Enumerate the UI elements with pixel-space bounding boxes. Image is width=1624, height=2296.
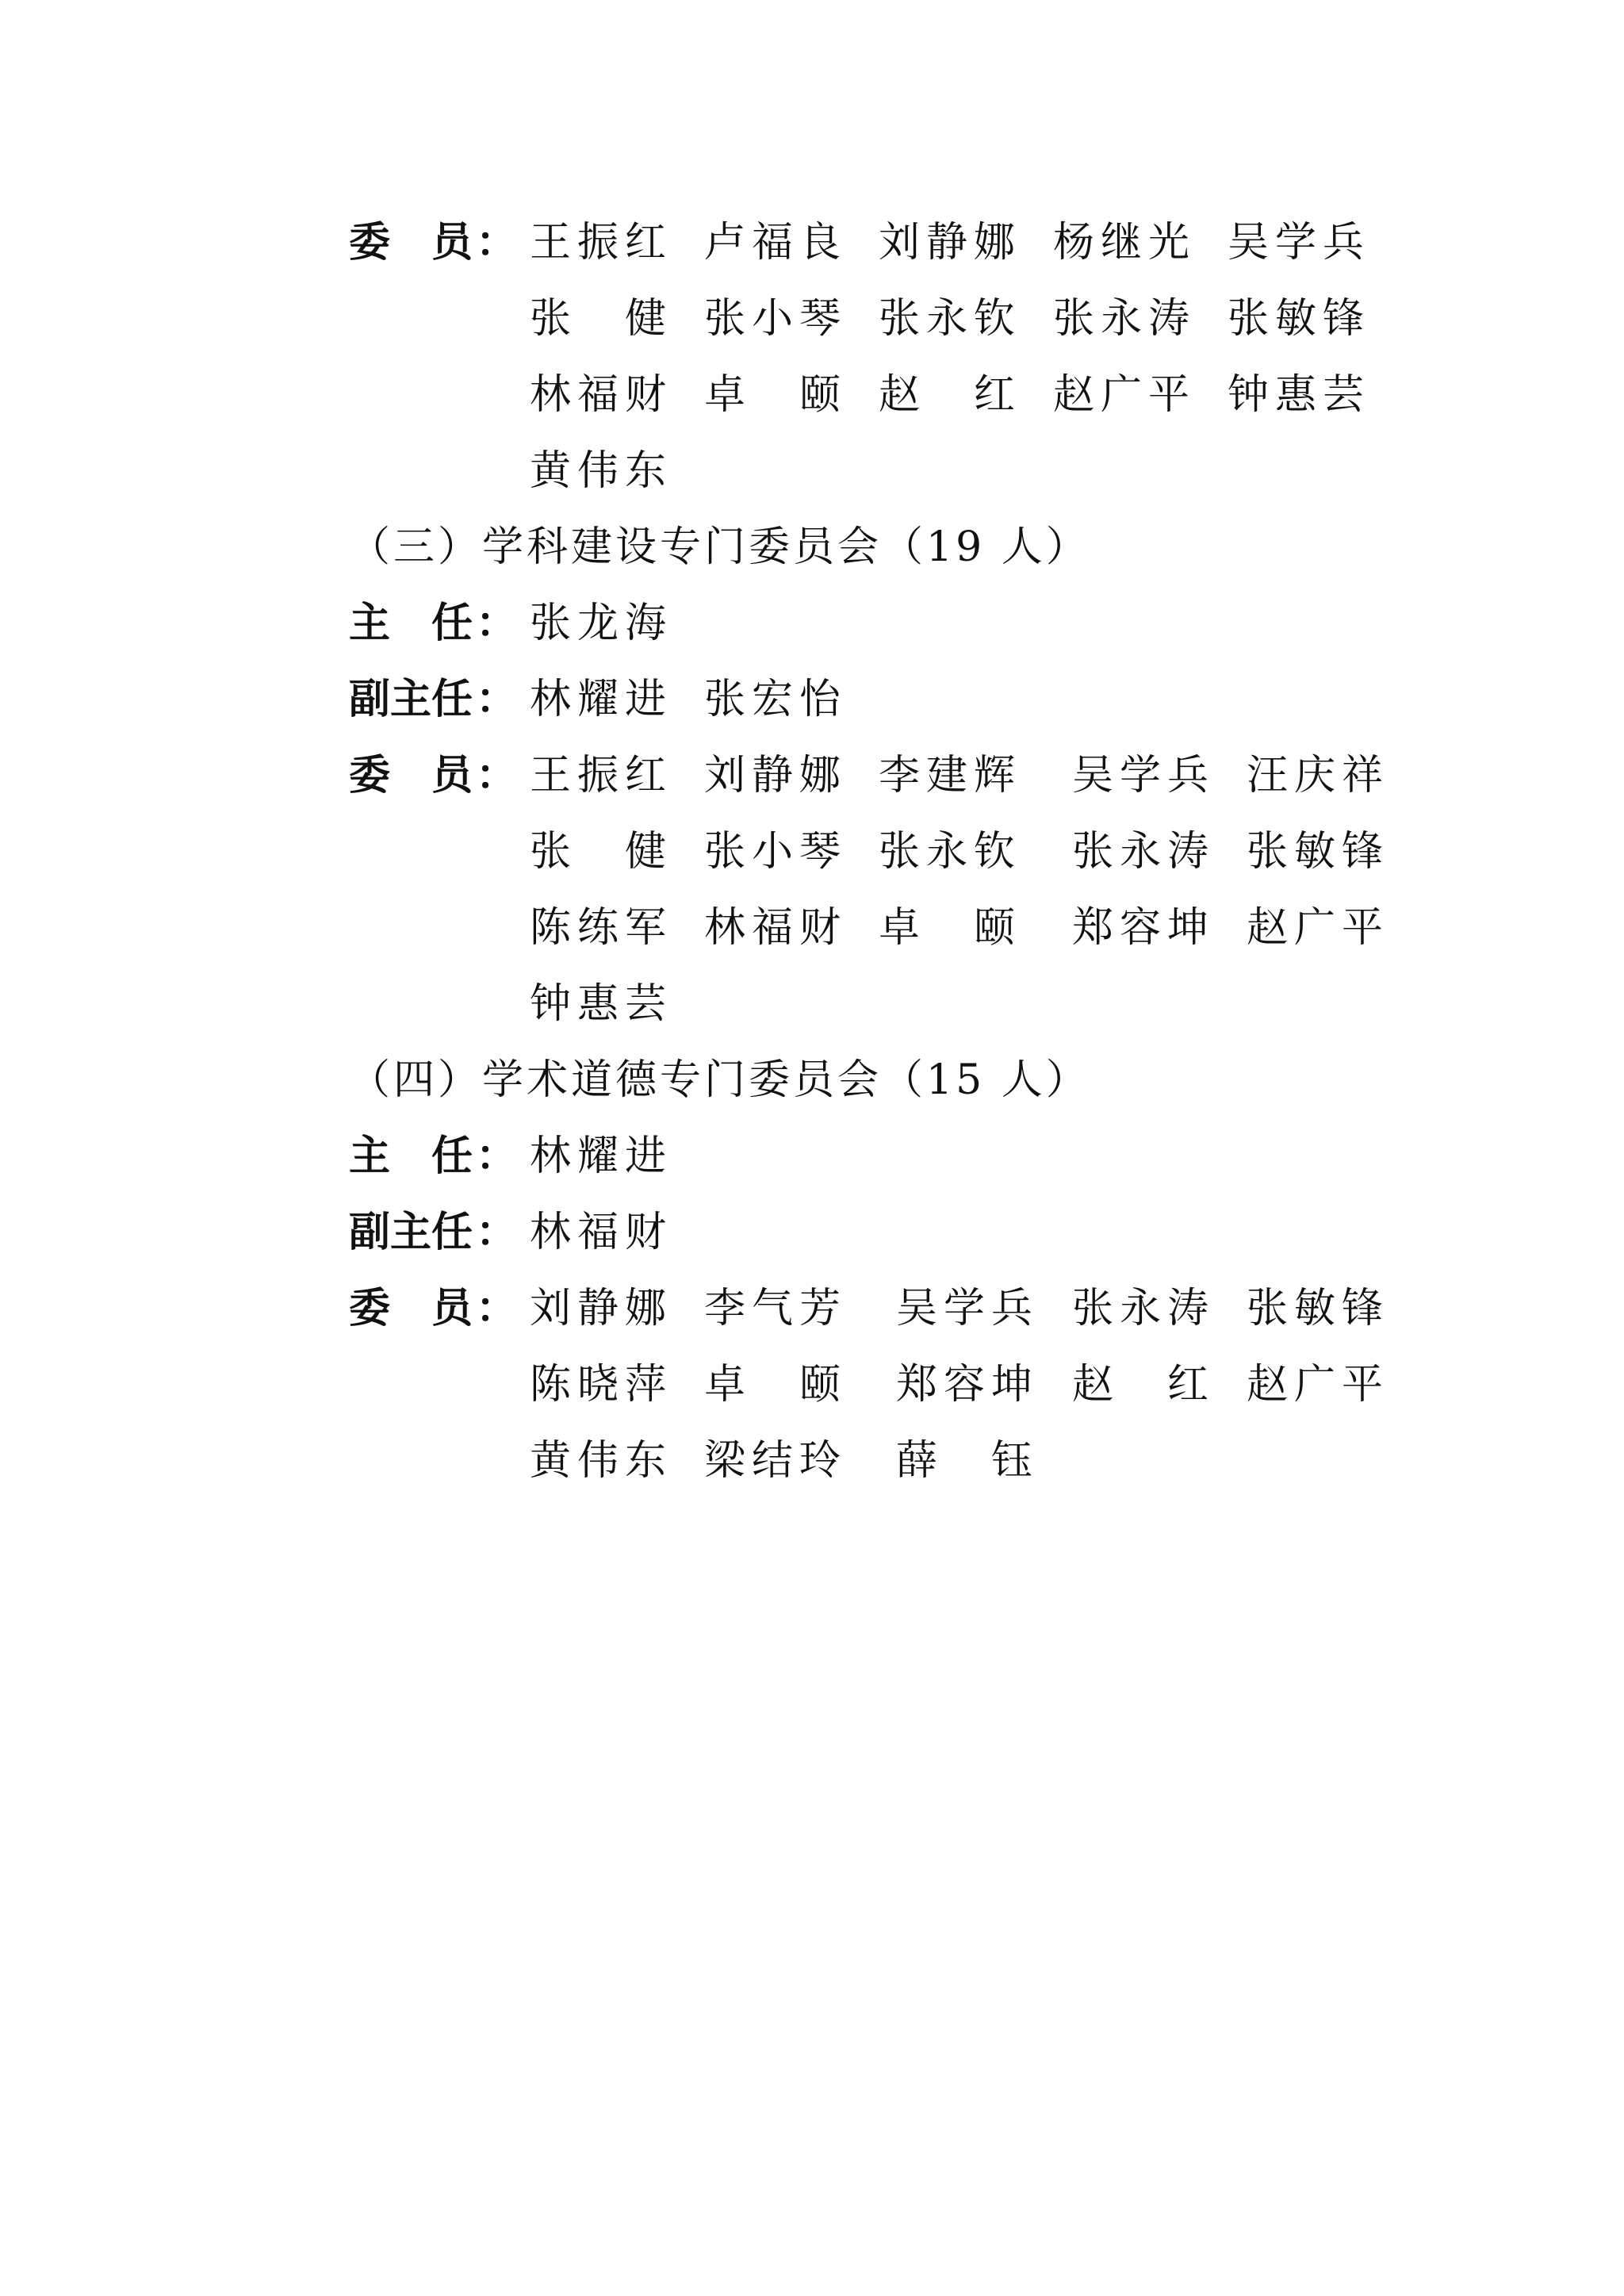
member-name: 王振红 bbox=[530, 219, 673, 266]
member-name: 林耀进 bbox=[530, 676, 673, 723]
member-name: 刘静娜 bbox=[704, 752, 848, 799]
member-name: 张小琴 bbox=[704, 828, 848, 876]
role-label: 委 员 bbox=[349, 219, 473, 266]
member-name: 吴学兵 bbox=[896, 1285, 1040, 1332]
member-name: 刘静娜 bbox=[879, 219, 1022, 266]
member-name: 汪庆祥 bbox=[1247, 752, 1390, 799]
colon: ： bbox=[476, 1208, 518, 1256]
member-name: 吴学兵 bbox=[1072, 752, 1216, 799]
member-name: 钟惠芸 bbox=[1228, 371, 1371, 419]
member-name: 张敏锋 bbox=[1247, 828, 1390, 876]
member-name: 张永钦 bbox=[879, 295, 1022, 343]
member-name: 卓 颐 bbox=[879, 904, 1022, 952]
member-name: 王振红 bbox=[530, 752, 673, 799]
member-name: 薛 钰 bbox=[896, 1437, 1040, 1485]
member-name: 张永钦 bbox=[879, 828, 1022, 876]
member-name: 卢福良 bbox=[704, 219, 848, 266]
role-label: 主 任 bbox=[349, 1133, 473, 1180]
role-label: 委 员 bbox=[349, 752, 473, 799]
section-heading: （四）学术道德专门委员会（15 人） bbox=[349, 1056, 1090, 1104]
member-name: 赵广平 bbox=[1247, 1361, 1390, 1409]
member-name: 张永涛 bbox=[1072, 828, 1216, 876]
member-name: 钟惠芸 bbox=[530, 980, 673, 1028]
role-label: 主 任 bbox=[349, 600, 473, 647]
member-name: 杨继光 bbox=[1053, 219, 1197, 266]
colon: ： bbox=[476, 218, 518, 266]
member-name: 吴学兵 bbox=[1228, 219, 1371, 266]
member-name: 张永涛 bbox=[1072, 1285, 1216, 1332]
colon: ： bbox=[476, 1132, 518, 1180]
section-heading: （三）学科建设专门委员会（19 人） bbox=[349, 523, 1090, 571]
member-name: 梁结玲 bbox=[704, 1437, 848, 1485]
colon: ： bbox=[476, 751, 518, 799]
member-name: 林福财 bbox=[530, 371, 673, 419]
member-name: 陈练军 bbox=[530, 904, 673, 952]
member-name: 黄伟东 bbox=[530, 447, 673, 495]
member-name: 赵 红 bbox=[879, 371, 1022, 419]
member-name: 林福财 bbox=[704, 904, 848, 952]
colon: ： bbox=[476, 675, 518, 723]
colon: ： bbox=[476, 599, 518, 647]
member-name: 郑容坤 bbox=[896, 1361, 1040, 1409]
member-name: 刘静娜 bbox=[530, 1285, 673, 1332]
member-name: 张 健 bbox=[530, 295, 673, 343]
member-name: 张永涛 bbox=[1053, 295, 1197, 343]
member-name: 张宏怡 bbox=[704, 676, 848, 723]
member-name: 赵广平 bbox=[1053, 371, 1197, 419]
member-name: 张 健 bbox=[530, 828, 673, 876]
member-name: 张小琴 bbox=[704, 295, 848, 343]
member-name: 卓 颐 bbox=[704, 1361, 848, 1409]
member-name: 陈晓萍 bbox=[530, 1361, 673, 1409]
member-name: 郑容坤 bbox=[1072, 904, 1216, 952]
member-name: 卓 颐 bbox=[704, 371, 848, 419]
member-name: 赵广平 bbox=[1247, 904, 1390, 952]
role-label: 副主任 bbox=[349, 676, 473, 723]
member-name: 张敏锋 bbox=[1247, 1285, 1390, 1332]
member-name: 李气芳 bbox=[704, 1285, 848, 1332]
member-name: 张龙海 bbox=[530, 600, 673, 647]
member-name: 林福财 bbox=[530, 1209, 673, 1256]
role-label: 副主任 bbox=[349, 1209, 473, 1256]
member-name: 林耀进 bbox=[530, 1133, 673, 1180]
role-label: 委 员 bbox=[349, 1285, 473, 1332]
member-name: 李建辉 bbox=[879, 752, 1022, 799]
colon: ： bbox=[476, 1284, 518, 1332]
member-name: 张敏锋 bbox=[1228, 295, 1371, 343]
member-name: 赵 红 bbox=[1072, 1361, 1216, 1409]
member-name: 黄伟东 bbox=[530, 1437, 673, 1485]
